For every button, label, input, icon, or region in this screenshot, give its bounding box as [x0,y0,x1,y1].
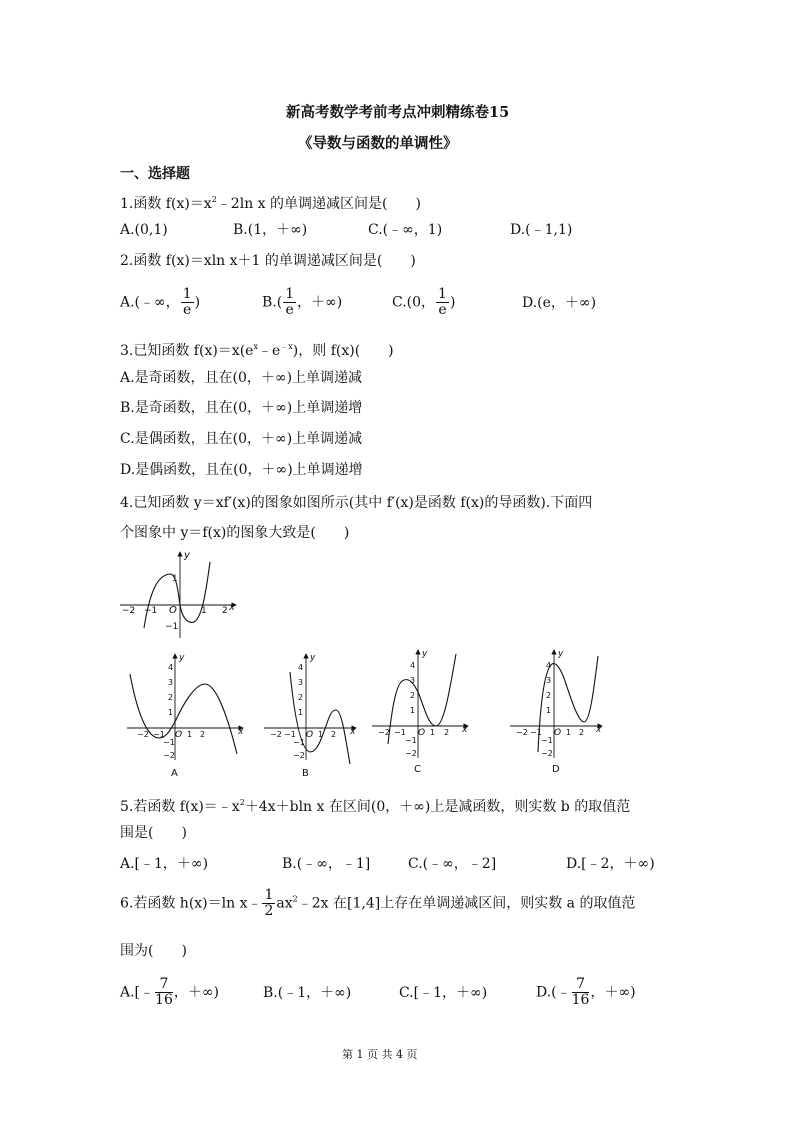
option-graph-d[interactable] [508,648,608,773]
q6-d-num: 7 [572,977,590,993]
q2-c-post: ) [449,294,456,311]
q5-sup: 2 [239,798,245,807]
q5-stem-a: 5.若函数 f(x)＝﹣x [120,799,240,815]
q6-a-num: 7 [155,977,173,993]
graph-d-x-label: x [596,725,602,735]
q3-stem-b: ﹣e [257,343,281,359]
q6-frac-den: 2 [264,903,274,919]
graph-b-y-label: y [310,653,316,663]
q6-sup: 2 [292,894,298,904]
graph-c-label: C [414,764,421,775]
graph-c-tick-y-neg2: −2 [405,749,417,758]
graph-d-tick-y-1: 1 [546,706,552,715]
q3-sup-2: ﹣x [280,342,293,351]
option-graph-c[interactable] [370,648,475,773]
section-heading: 一、选择题 [120,166,190,182]
q6-stem-a: 6.若函数 h(x)＝ln x﹣ [120,895,262,912]
graph-b-tick-x-neg2: −2 [270,730,282,739]
q2-option-d[interactable]: D.(e，＋∞) [522,295,597,311]
option-graph-b[interactable] [262,652,362,777]
q3-option-d[interactable]: D.是偶函数，且在(0，＋∞)上单调递增 [120,462,363,478]
main-curve [144,562,210,628]
q1-stem-b: ﹣2ln x 的单调递减区间是( ) [216,196,421,212]
question-3 [120,338,394,360]
graph-d-tick-x-neg1: −1 [530,728,542,737]
graph-a-tick-y-neg1: −1 [163,738,175,747]
q6-d-post: ，＋∞) [590,984,636,1001]
graph-b-origin: O [306,730,314,740]
q2-c-den: e [438,302,447,318]
main-y-label: y [184,550,190,561]
q6-d-pre: D.(﹣ [536,984,571,1001]
graph-a-x-label: x [238,727,244,737]
graph-c-tick-x-1: 1 [430,728,436,737]
graph-d-tick-x-1: 1 [566,728,572,737]
q2-a-num: 1 [182,286,192,302]
question-5-line-2: 围是( ) [120,825,187,841]
graph-d-tick-x-neg2: −2 [516,728,528,737]
graph-c-tick-x-neg2: −2 [378,728,390,737]
q2-c-num: 1 [438,286,447,302]
main-tick-x-2: 2 [222,606,228,616]
q6-a-fraction [155,977,173,1008]
q2-c-fraction [436,287,449,318]
graph-a-tick-x-1: 1 [187,730,193,739]
graph-a-origin: O [175,730,183,740]
q2-option-c[interactable] [392,287,455,318]
q2-b-num: 1 [285,286,295,302]
q6-stem-b: ax [276,895,293,912]
graph-c-tick-y-1: 1 [410,706,416,715]
graph-a-y-label: y [179,653,185,663]
q6-frac-num: 1 [264,887,274,903]
graph-a-label: A [171,768,178,779]
graph-b-tick-x-1: 1 [318,730,324,739]
graph-c-tick-y-neg1: −1 [405,736,417,745]
graph-c-tick-y-2: 2 [410,691,416,700]
q5-option-c[interactable]: C.(﹣∞，﹣2] [408,856,497,872]
question-4-line-2: 个图象中 y＝f(x)的图象大致是( ) [120,525,350,541]
q5-option-d[interactable]: D.[﹣2，＋∞) [566,856,655,872]
graph-d-y-label: y [558,649,564,659]
q2-a-pre: A.(﹣∞， [120,294,180,311]
question-2: 2.函数 f(x)＝xln x＋1 的单调递减区间是( ) [120,253,416,269]
graph-c-tick-y-3: 3 [410,676,416,685]
question-5-line-1 [120,794,630,816]
q2-b-post: ，＋∞) [297,294,343,311]
graph-b-tick-y-2: 2 [298,693,304,702]
q6-a-post: ，＋∞) [173,984,219,1001]
option-graph-a[interactable] [125,652,250,777]
main-x-label: x [229,602,235,613]
q6-d-den: 16 [571,992,590,1008]
q2-option-b[interactable] [262,287,342,318]
q2-b-fraction [283,287,296,318]
graph-d-tick-y-neg1: −1 [541,736,553,745]
q3-sup-1: x [253,342,258,351]
q3-option-b[interactable]: B.是奇函数，且在(0，＋∞)上单调递增 [120,400,363,416]
main-tick-y-neg1: −1 [165,622,179,632]
graph-d-tick-y-3: 3 [546,676,552,685]
q3-option-c[interactable]: C.是偶函数，且在(0，＋∞)上单调递减 [120,431,363,447]
graph-b-tick-x-2: 2 [331,730,337,739]
graph-b-tick-y-neg2: −2 [293,751,305,760]
graph-c-origin: O [418,728,426,738]
q3-stem-c: )，则 f(x)( ) [292,343,394,359]
q5-option-a[interactable]: A.[﹣1，＋∞) [120,856,209,872]
page-footer: 第 1 页 共 4 页 [342,1048,418,1061]
graph-b-tick-y-1: 1 [298,708,304,717]
q2-a-den: e [183,302,192,318]
graph-a-tick-x-neg2: −2 [137,730,149,739]
graph-a-tick-y-4: 4 [168,663,174,672]
q5-stem-b: ＋4x＋bln x 在区间(0，＋∞)上是减函数，则实数 b 的取值范 [244,799,631,815]
q3-stem-a: 3.已知函数 f(x)＝x(e [120,343,254,359]
graph-b-tick-y-3: 3 [298,678,304,687]
graph-b-tick-y-neg1: −1 [293,738,305,747]
graph-a-tick-y-2: 2 [168,693,174,702]
q6-option-c[interactable]: C.[﹣1，＋∞) [399,985,488,1001]
question-6-line-2: 围为( ) [120,943,187,959]
graph-b-tick-x-neg1: −1 [284,730,296,739]
q1-option-d[interactable]: D.(﹣1,1) [510,222,573,238]
q6-fraction [262,888,275,919]
question-6-line-1 [120,888,635,919]
graph-a-curve [130,674,237,754]
q2-a-post: ) [194,294,201,311]
q6-stem-c: ﹣2x 在[1,4]上存在单调递减区间，则实数 a 的取值范 [297,895,636,912]
main-graph [118,550,248,640]
graph-d-tick-y-4: 4 [546,661,552,670]
q6-d-fraction [572,977,590,1008]
page-title: 新高考数学考前考点冲刺精练卷15 [286,104,510,121]
graph-a-tick-y-neg2: −2 [163,751,175,760]
graph-d-tick-x-2: 2 [579,728,585,737]
q2-b-pre: B.( [262,294,283,311]
graph-d-origin: O [554,728,562,738]
q2-b-den: e [285,302,294,318]
graph-a-tick-x-neg1: −1 [153,730,165,739]
question-4-line-1: 4.已知函数 y＝xf′(x)的图象如图所示(其中 f′(x)是函数 f(x)的导函数).下面四 [120,495,593,511]
page-subtitle: 《导数与函数的单调性》 [298,135,458,152]
graph-a-tick-y-1: 1 [168,708,174,717]
graph-d-tick-y-2: 2 [546,691,552,700]
q1-option-a[interactable]: A.(0,1) [120,222,168,238]
q6-option-b[interactable]: B.(﹣1，＋∞) [263,985,352,1001]
q2-c-pre: C.(0， [392,294,436,311]
main-tick-x-neg2: −2 [122,606,136,616]
graph-a-tick-y-3: 3 [168,678,174,687]
graph-b-x-label: x [350,727,356,737]
graph-c-tick-x-neg1: −1 [394,728,406,737]
graph-b-label: B [302,768,309,779]
graph-c-tick-x-2: 2 [444,728,450,737]
q5-option-b[interactable]: B.(﹣∞，﹣1] [282,856,371,872]
q6-a-den: 16 [155,992,173,1008]
graph-c-tick-y-4: 4 [410,661,416,670]
q1-sup: 2 [211,195,217,204]
q1-option-b[interactable]: B.(1，＋∞) [233,222,308,238]
graph-c-x-label: x [462,725,468,735]
q3-option-a[interactable]: A.是奇函数，且在(0，＋∞)上单调递减 [120,370,363,386]
graph-d-tick-y-neg2: −2 [541,749,553,758]
q1-stem-a: 1.函数 f(x)＝x [120,196,212,212]
q2-a-fraction [181,287,194,318]
graph-b-tick-y-4: 4 [298,663,304,672]
main-tick-y-1: 1 [172,574,178,584]
q6-option-d[interactable] [536,977,636,1008]
graph-d-label: D [552,764,560,775]
main-tick-x-neg1: −1 [144,606,158,616]
q1-option-c[interactable]: C.(﹣∞，1) [368,222,443,238]
main-tick-x-1: 1 [201,606,207,616]
q6-option-a[interactable] [120,977,219,1008]
q6-a-pre: A.[﹣ [120,984,155,1001]
graph-a-tick-x-2: 2 [200,730,206,739]
graph-c-y-label: y [422,649,428,659]
q2-option-a[interactable] [120,287,200,318]
question-1 [120,191,421,213]
main-origin: O [169,605,177,616]
